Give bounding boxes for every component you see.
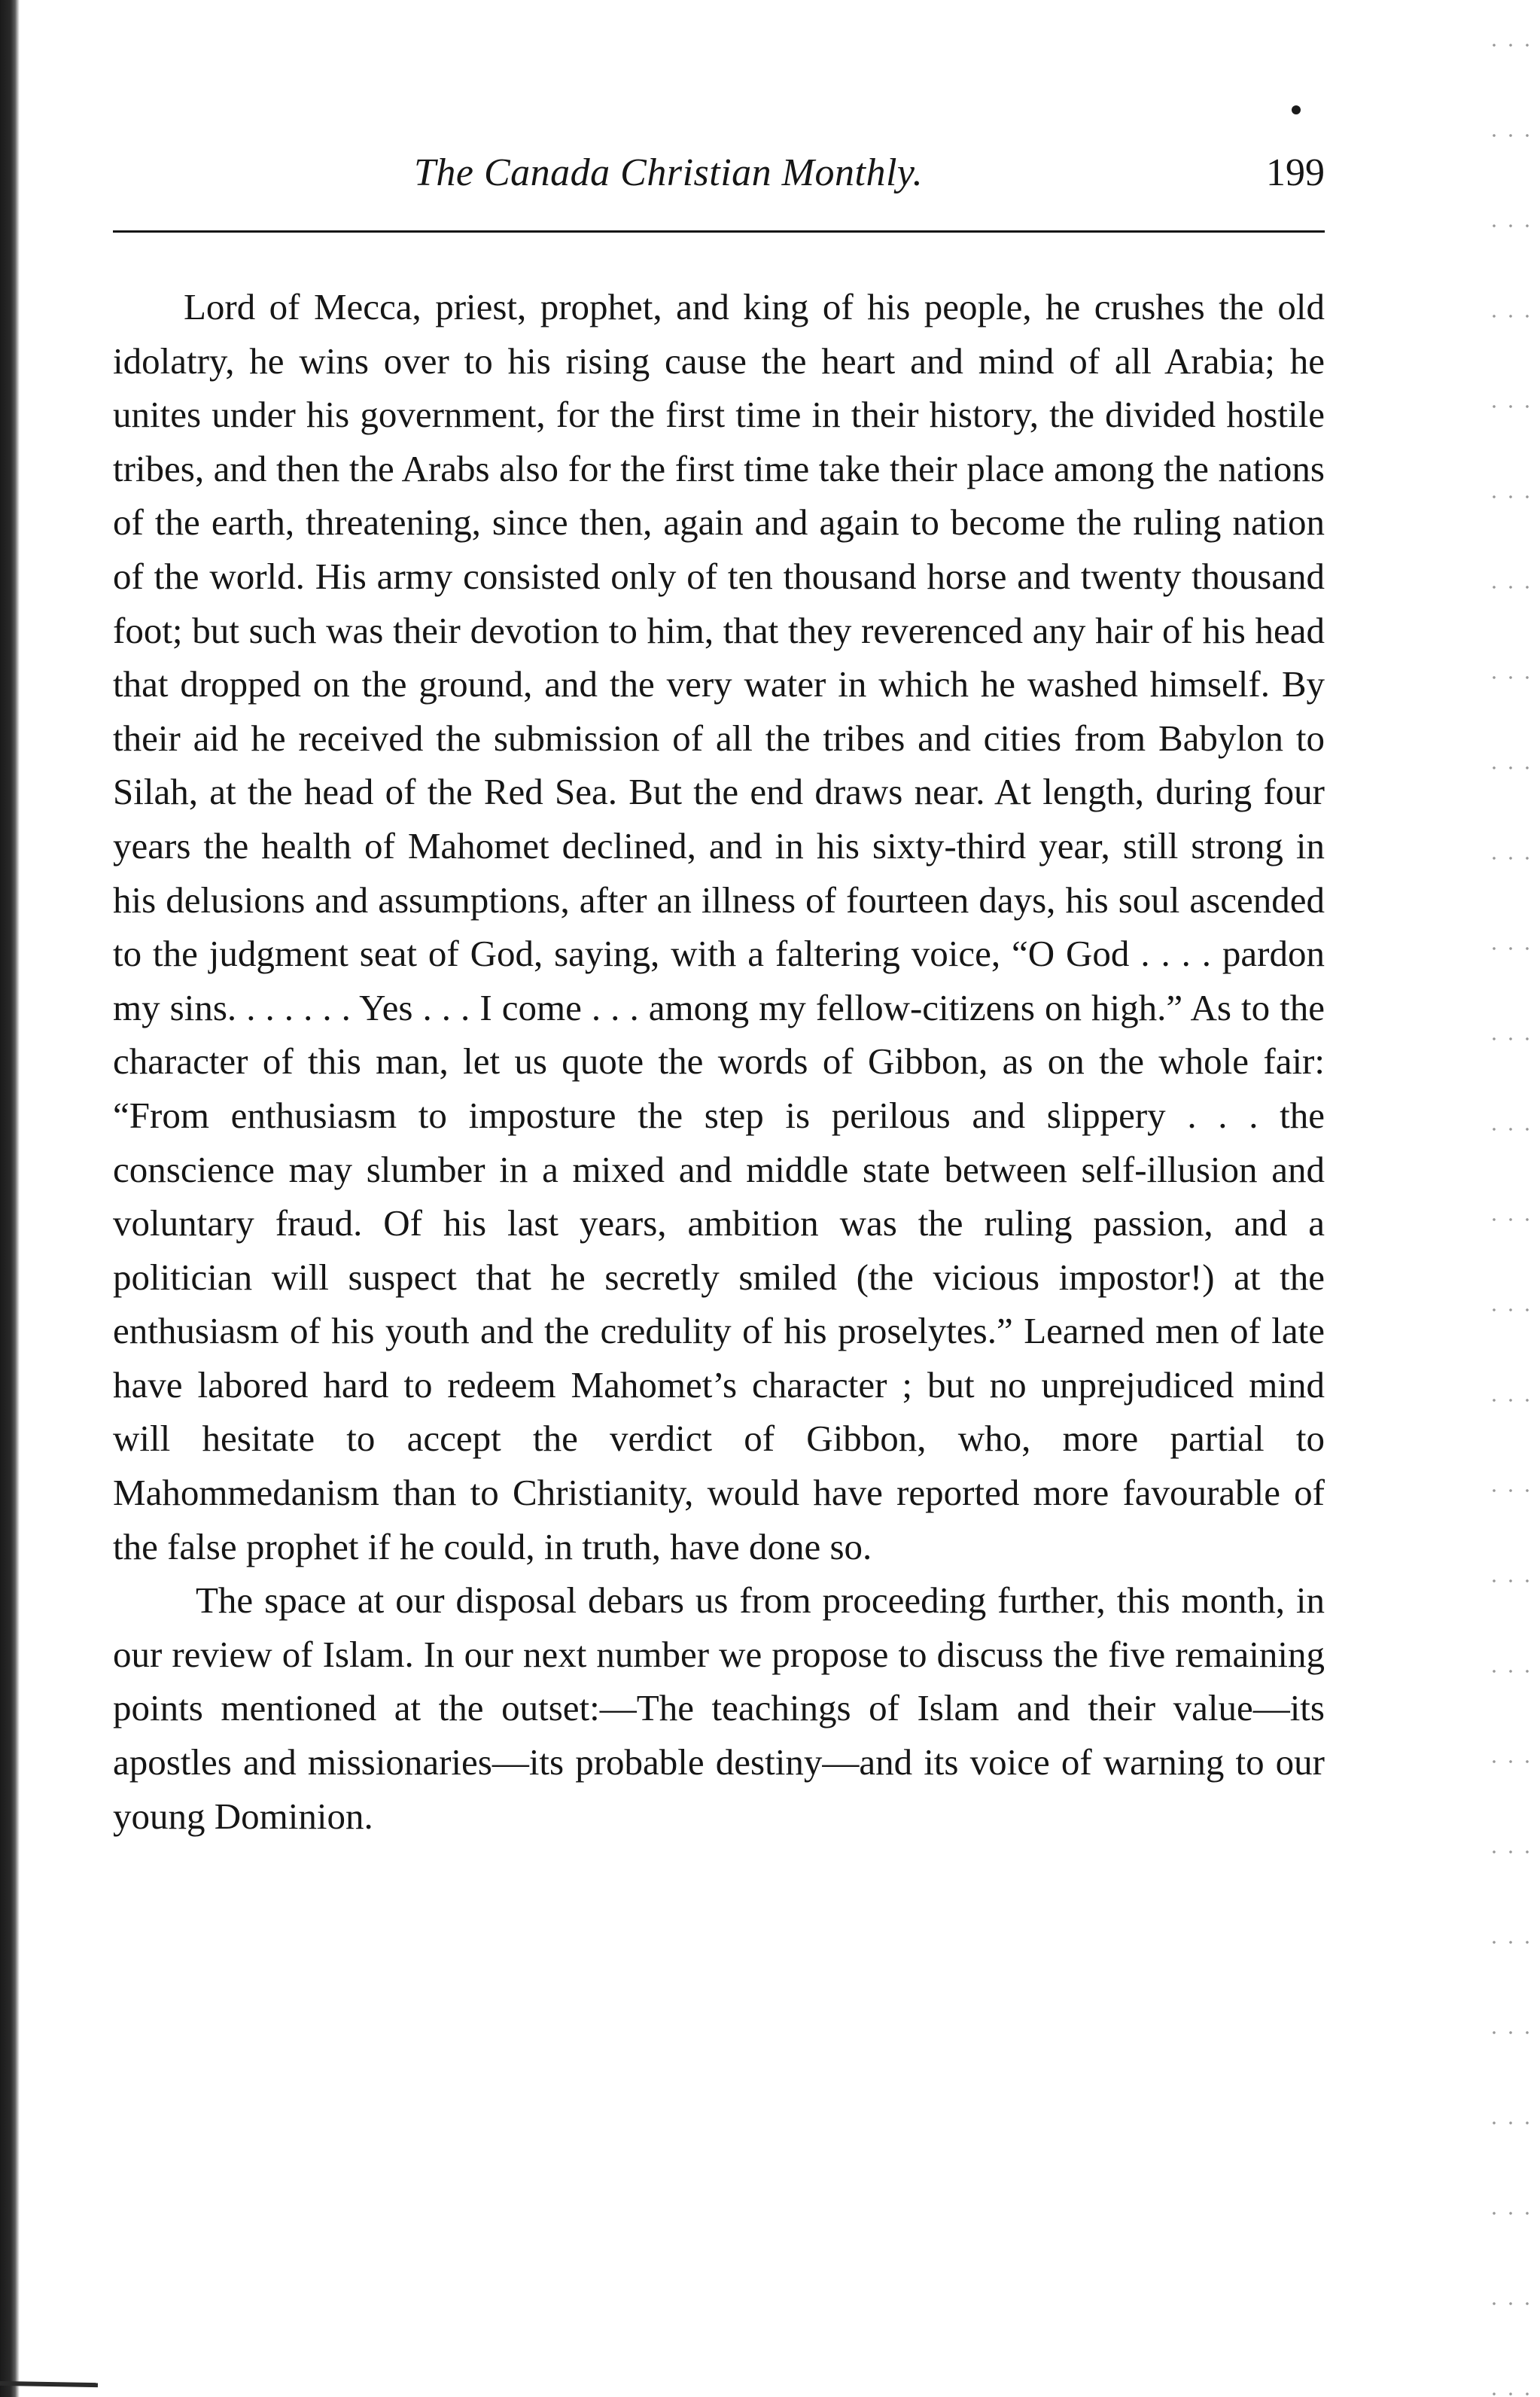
paragraph-mahomet: Lord of Mecca, priest, prophet, and king of his people, he crushes the old idolatry, he wins over to his rising cause the heart and mind of all Arabia; he unites under his government, for the first time in their history, the divided hostile tribes, and then the Arabs also for the first time take their place among the nations of the earth, threatening, since then, again and again to become the ruling nation of the world. His army consisted only of ten thousand horse and twenty thousand foot; but such was their devotion to him, that they reverenced any hair of his head that dropped on the ground, and the very water in which he washed himself. By their aid he received the submission of all the tribes and cities from Babylon to Silah, at the head of the Red Sea. But the end draws near. At length, during four years the health of Mahomet declined, and in his sixty-third year, still strong in his delusions and assumptions, after an illness of fourteen days, his soul ascended to the judgment seat of God, saying, with a faltering voice, “O God . . . . pardon my sins. . . . . . . Yes . . . I come . . . among my fellow-citizens on high.” As to the character of this man, let us quote the words of Gibbon, as on the whole fair: “From enthusiasm to imposture the step is perilous and slippery . . . the conscience may slumber in a mixed and middle state between self-illusion and voluntary fraud. Of his last years, ambition was the ruling passion, and a politician will suspect that he secretly smiled (the vicious impostor!) at the enthusiasm of his youth and the credulity of his proselytes.” Learned men of late have labored hard to redeem Mahomet’s character ; but no unprejudiced mind will hesitate to accept the verdict of Gibbon, who, more partial to Mahommedanism than to Christianity, would have reported more favourable of the false prophet if he could, in truth, have done so. [113,286,1325,1567]
page-binding-edge [0,0,20,2397]
ink-dot [1292,105,1301,114]
page-header [113,147,1325,199]
header-rule [113,230,1325,233]
paragraph-closing: The space at our disposal debars us from proceeding further, this month, in our review of Islam. In our next number we propose to discuss the five remaining points mentioned at the outset:—The teachings of Islam and their value—its apostles and missionaries—its probable destiny—and its voice of warning to our young Dominion. [113,1579,1325,1837]
page-margin-specks [1487,0,1540,2397]
page-number: 199 [1266,151,1325,194]
article-body [113,280,1325,1843]
running-title: The Canada Christian Monthly. [414,151,924,194]
